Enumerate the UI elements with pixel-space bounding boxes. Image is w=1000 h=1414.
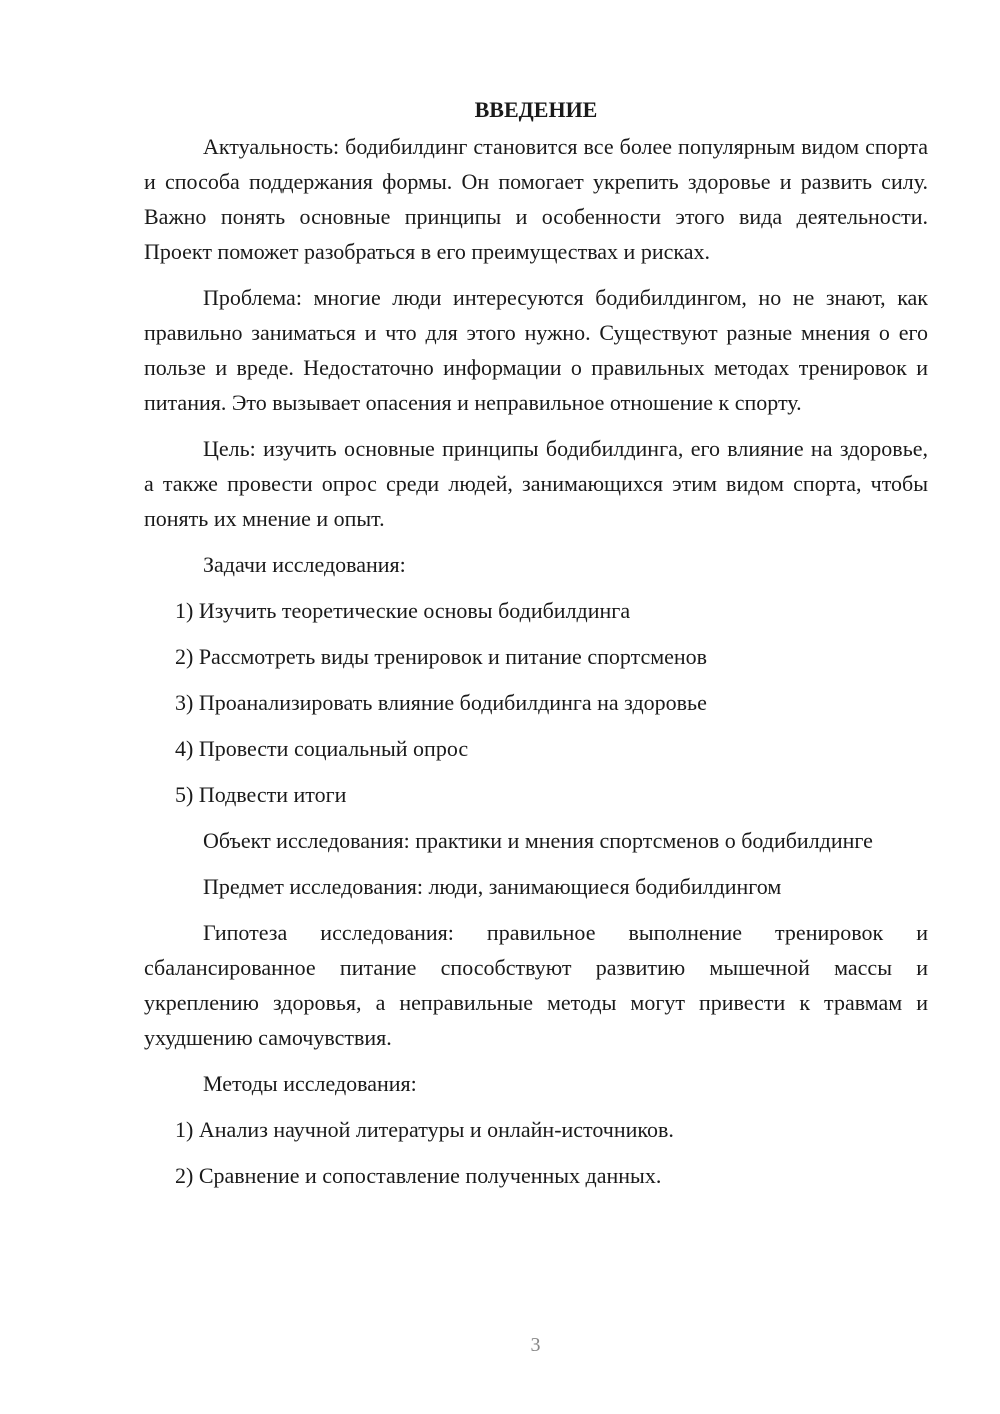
task-item: 1) Изучить теоретические основы бодибилдинга <box>175 598 631 623</box>
task-item: 2) Рассмотреть виды тренировок и питание спортсменов <box>175 644 708 669</box>
task-item: 3) Проанализировать влияние бодибилдинга на здоровье <box>175 690 707 715</box>
method-item: 2) Сравнение и сопоставление полученных данных. <box>175 1163 662 1188</box>
hypothesis-paragraph: Гипотеза исследования: правильное выполнение тренировок и сбалансированное питание способствуют развитию мышечной массы и укреплению здоровья, а неправильные методы могут привести к травмам и ухудшению самочувствия. <box>144 920 928 1050</box>
goal-paragraph: Цель: изучить основные принципы бодибилдинга, его влияние на здоровье, а также провести опрос среди людей, занимающихся этим видом спорта, чтобы понять их мнение и опыт. <box>144 436 928 531</box>
document-title: ВВЕДЕНИЕ <box>474 97 598 122</box>
methods-heading: Методы исследования: <box>203 1071 417 1096</box>
problem-paragraph: Проблема: многие люди интересуются бодибилдингом, но не знают, как правильно заниматься и что для этого нужно. Существуют разные мнения о его пользе и вреде. Недостаточно информации о правильных методах тренировок и питания. Это вызывает опасения и неправильное отношение к спорту. <box>144 285 928 415</box>
relevance-paragraph: Актуальность: бодибилдинг становится все более популярным видом спорта и способа поддержания формы. Он помогает укрепить здоровье и развить силу. Важно понять основные принципы и особенности этого вида деятельности. Проект поможет разобраться в его преимуществах и рисках. <box>144 134 928 264</box>
document-page <box>144 92 928 1204</box>
task-item: 5) Подвести итоги <box>175 782 347 807</box>
subject-paragraph: Предмет исследования: люди, занимающиеся бодибилдингом <box>203 874 782 899</box>
task-item: 4) Провести социальный опрос <box>175 736 469 761</box>
tasks-heading: Задачи исследования: <box>203 552 406 577</box>
page-number: 3 <box>530 1334 541 1356</box>
object-paragraph: Объект исследования: практики и мнения спортсменов о бодибилдинге <box>203 828 873 853</box>
method-item: 1) Анализ научной литературы и онлайн-источников. <box>175 1117 674 1142</box>
